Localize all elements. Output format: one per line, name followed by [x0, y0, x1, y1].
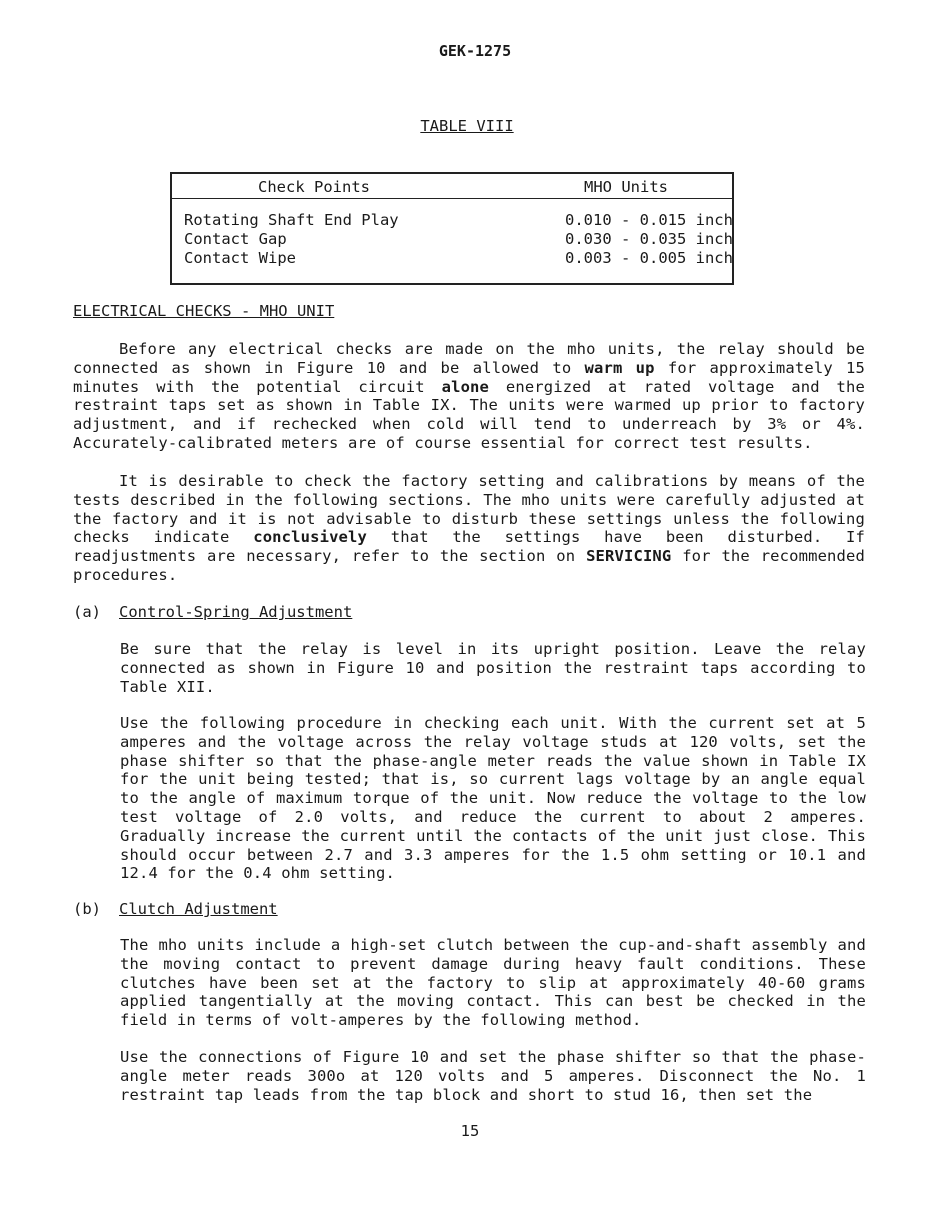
table-row — [184, 230, 732, 249]
paragraph-connections: Use the connections of Figure 10 and set the phase shifter so that the phase-angle meter reads 300o at 120 volts and 5 amperes. Disconnect the No. 1 restraint tap leads from the tap block and short to stud 16, then set the — [120, 1048, 866, 1104]
check-point-cell: Rotating Shaft End Play — [184, 211, 399, 229]
table-row — [184, 211, 732, 230]
text-run: energized at rated voltage and the restraint taps set as shown in Table IX. The units were warmed up prior to factory adjustment, and if rechecked when cold will tend to underreach by 3% or 4%. Accurately-calibrated meters are of course essential for correct test results. — [73, 377, 865, 452]
table-body — [184, 211, 732, 268]
document-code: GEK-1275 — [438, 42, 512, 60]
subsection-heading-a — [73, 603, 352, 622]
bold-text: SERVICING — [586, 547, 672, 566]
check-point-cell: Contact Gap — [184, 230, 287, 248]
table-row — [184, 249, 732, 268]
page-number: 15 — [460, 1122, 480, 1140]
subsection-heading-b — [73, 900, 278, 919]
subsection-title: Clutch Adjustment — [119, 900, 278, 918]
mho-value-cell: 0.003 - 0.005 inch — [565, 249, 733, 267]
text-run: for the recommended procedures. — [73, 547, 865, 584]
paragraph-procedure: Use the following procedure in checking each unit. With the current set at 5 amperes and the voltage across the relay voltage studs at 120 volts, set the phase shifter so that the phase-angle meter reads the value shown in Table IX for the unit being tested; that is, so current lags voltage by an angle equal to the angle of maximum torque of the unit. Now reduce the voltage to the low test voltage of 2.0 volts, and reduce the current to about 2 amperes. Gradually increase the current until the contacts of the unit just close. This should occur between 2.7 and 3.3 amperes for the 1.5 ohm setting or 10.1 and 12.4 for the 0.4 ohm setting. — [120, 714, 866, 883]
column-header-check-points: Check Points — [258, 178, 370, 196]
bold-text: warm up — [584, 358, 655, 377]
table-header-row — [172, 174, 732, 199]
text-run: It is desirable to check the factory setting and calibrations by means of the tests described in the following sections. The mho units were carefully adjusted at the factory and it is not advisable to disturb these settings unless the following checks indicate — [73, 472, 865, 547]
mho-value-cell: 0.030 - 0.035 inch — [565, 230, 733, 248]
bold-text: alone — [441, 377, 490, 396]
check-points-table — [170, 172, 734, 285]
subsection-letter: (a) — [73, 603, 101, 621]
text-run: Before any electrical checks are made on the mho units, the relay should be connected as shown in Figure 10 and be allowed to — [73, 340, 865, 377]
check-point-cell: Contact Wipe — [184, 249, 296, 267]
subsection-letter: (b) — [73, 900, 101, 918]
paragraph-relay-level: Be sure that the relay is level in its upright position. Leave the relay connected as shown in Figure 10 and position the restraint taps according to Table XII. — [120, 640, 866, 696]
column-header-mho-units: MHO Units — [584, 178, 668, 196]
table-title: TABLE VIII — [420, 117, 514, 135]
paragraph-warm-up — [73, 340, 865, 453]
bold-text: conclusively — [253, 528, 368, 547]
subsection-title: Control-Spring Adjustment — [119, 603, 353, 621]
section-heading: ELECTRICAL CHECKS - MHO UNIT — [73, 302, 335, 320]
paragraph-factory-settings — [73, 472, 865, 585]
mho-value-cell: 0.010 - 0.015 inch — [565, 211, 733, 229]
text-run: for approximately 15 minutes with the potential circuit — [73, 358, 866, 396]
paragraph-clutch: The mho units include a high-set clutch between the cup-and-shaft assembly and the moving contact to prevent damage during heavy fault conditions. These clutches have been set at the factory to slip at approximately 40-60 grams applied tangentially at the moving contact. This can best be checked in the field in terms of volt-amperes by the following method. — [120, 936, 866, 1030]
text-run: that the settings have been disturbed. If readjustments are necessary, refer to the section on — [73, 528, 865, 566]
